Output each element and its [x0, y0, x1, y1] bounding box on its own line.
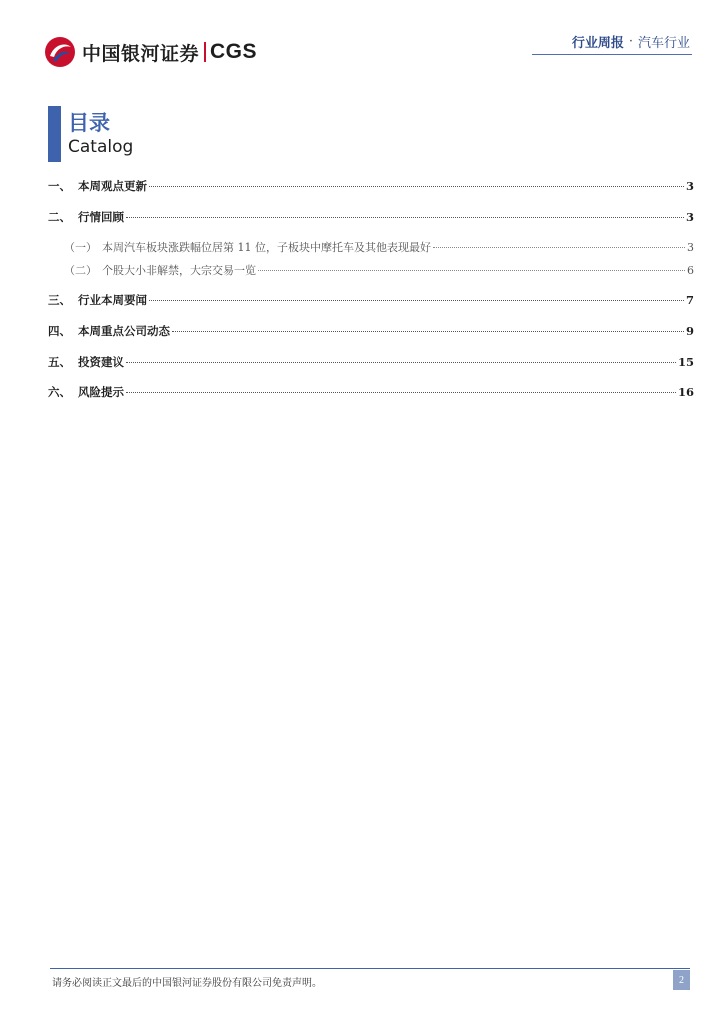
toc-entry[interactable]: [48, 384, 694, 400]
logo-separator: [204, 42, 206, 62]
company-logo: [44, 36, 257, 68]
header-rule: [532, 54, 692, 55]
toc-dot-leader: [126, 392, 676, 393]
toc-dot-leader: [258, 270, 685, 271]
toc-entry-page: 6: [687, 264, 694, 277]
toc-entry-label: 投资建议: [78, 355, 124, 369]
toc-entry-page: 7: [685, 293, 694, 307]
toc-entry-number: 二、: [48, 210, 71, 224]
toc-entry-number: （一）: [64, 241, 97, 254]
footer-rule: [50, 968, 690, 969]
toc-entry-page: 3: [685, 179, 694, 193]
toc-accent-bar: [48, 106, 61, 162]
toc-title-english: Catalog: [68, 137, 134, 157]
toc-entry[interactable]: [48, 323, 694, 339]
logo-chinese-name: 中国银河证券: [82, 42, 200, 65]
toc-dot-leader: [433, 247, 685, 248]
toc-entry-label: 本周观点更新: [78, 179, 147, 193]
toc-entry-label: 个股大小非解禁，大宗交易一览: [102, 264, 256, 277]
toc-entry-number: 五、: [48, 355, 71, 369]
toc-entry-number: 三、: [48, 293, 71, 307]
document-category: [572, 32, 690, 51]
toc-dot-leader: [149, 300, 684, 301]
page-header: [0, 0, 724, 80]
toc-subentry[interactable]: [48, 262, 694, 278]
toc-entry[interactable]: [48, 178, 694, 194]
toc-entry-label: 行业本周要闻: [78, 293, 147, 307]
toc-entry-number: 一、: [48, 179, 71, 193]
footer-disclaimer: 请务必阅读正文最后的中国银河证券股份有限公司免责声明。: [52, 978, 322, 989]
toc-dot-leader: [126, 217, 684, 218]
industry-label: 汽车行业: [637, 36, 690, 51]
toc-title-chinese: 目录: [68, 111, 110, 135]
toc-entry-label: 行情回顾: [78, 210, 124, 224]
toc-entry-number: （二）: [64, 264, 97, 277]
toc-entry-page: 9: [685, 324, 694, 338]
document-type: 行业周报: [571, 36, 624, 51]
page-number-badge: 2: [673, 970, 690, 990]
toc-entry-number: 四、: [48, 324, 71, 338]
toc-entry-label: 风险提示: [78, 385, 124, 399]
toc-entry-label: 本周汽车板块涨跌幅位居第 11 位，子板块中摩托车及其他表现最好: [102, 241, 431, 254]
toc-entry[interactable]: [48, 354, 694, 370]
toc-entry[interactable]: [48, 292, 694, 308]
toc-entry-page: 15: [677, 355, 694, 369]
logo-english-name: CGS: [210, 40, 258, 63]
toc-entry-page: 16: [677, 385, 694, 399]
toc-dot-leader: [126, 362, 676, 363]
toc-entry-page: 3: [687, 241, 694, 254]
category-separator: ·: [628, 34, 633, 49]
cgs-logo-icon: [44, 36, 76, 68]
toc-entry[interactable]: [48, 209, 694, 225]
toc-dot-leader: [149, 186, 684, 187]
toc-entry-label: 本周重点公司动态: [78, 324, 170, 338]
toc-dot-leader: [172, 331, 684, 332]
toc-entry-page: 3: [685, 210, 694, 224]
toc-entry-number: 六、: [48, 385, 71, 399]
toc-subentry[interactable]: [48, 239, 694, 255]
